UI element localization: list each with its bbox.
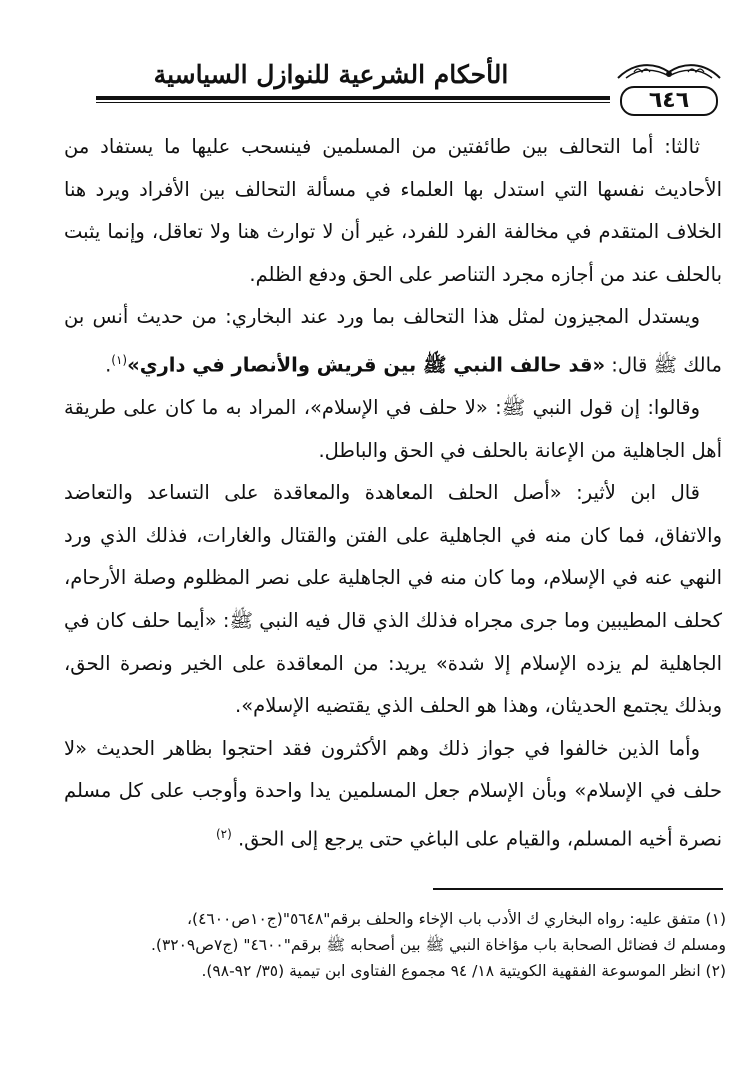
book-title: الأحكام الشرعية للنوازل السياسية xyxy=(153,60,509,89)
footnotes xyxy=(50,906,726,984)
paragraph-1: ثالثا: أما التحالف بين طائفتين من المسلمين فينسحب عليها ما يستفاد من الأحاديث نفسها التي استدل بها العلماء في مسألة التحالف بين الأفراد ويرد هنا الخلاف المتقدم في مخالفة الفرد للفرد، غير أن لا توارث هنا ولا تعاقل، وإنما يثبت بالحلف عند من أجازه مجرد التناصر على الحق ودفع الظلم. xyxy=(64,135,722,286)
paragraph-2 xyxy=(64,296,722,387)
hadith-quote: «قد حالف النبي ﷺ بين قريش والأنصار في داري» xyxy=(127,353,606,377)
footnote-divider xyxy=(433,888,723,890)
footnote-1-line-1: (١) متفق عليه: رواه البخاري ك الأدب باب الإخاء والحلف برقم"٥٦٤٨"(ج١٠ص٤٦٠٠)، xyxy=(187,910,726,928)
paragraph-5 xyxy=(64,728,722,861)
footnote-1-line-2: ومسلم ك فضائل الصحابة باب مؤاخاة النبي ﷺ بين أصحابه ﷺ برقم"٤٦٠٠" (ج٧ص٣٢٠٩). xyxy=(150,936,726,954)
header-divider xyxy=(96,96,610,100)
header-divider-thin xyxy=(96,102,610,103)
paragraph-4: قال ابن لأثير: «أصل الحلف المعاهدة والمعاقدة على التساعد والتعاضد والاتفاق، فما كان منه في الجاهلية على الفتن والقتال والغارات، فذلك الذي ورد النهي عنه في الإسلام، وما كان منه في الجاهلية على نصر المظلوم وصلة الأرحام، كحلف المطيبين وما جرى مجراه فذلك الذي قال فيه النبي ﷺ: «أيما حلف كان في الجاهلية لم يزده الإسلام إلا شدة» يريد: من المعاقدة على الخير ونصرة الحق، وبذلك يجتمع الحديثان، وهذا هو الحلف الذي يقتضيه الإسلام». xyxy=(64,481,722,718)
page-number: ٦٤٦ xyxy=(620,86,718,116)
paragraph-2-intro: ويستدل المجيزون لمثل هذا التحالف بما ورد عند البخاري: من حديث أنس بن مالك ﷺ قال: xyxy=(64,305,722,377)
footnote-2: (٢) انظر الموسوعة الفقهية الكويتية ١٨/ ٩٤ مجموع الفتاوى ابن تيمية (٣٥/ ٩٢-٩٨). xyxy=(201,962,726,980)
footnote-ref-2[interactable]: (٢) xyxy=(215,827,232,841)
paragraph-3: وقالوا: إن قول النبي ﷺ: «لا حلف في الإسلام»، المراد به ما كان على طريقة أهل الجاهلية من الإعانة بالحلف في الحق والباطل. xyxy=(64,396,722,462)
paragraph-2-end: . xyxy=(105,353,112,377)
main-text xyxy=(64,126,722,861)
footnote-ref-1[interactable]: (١) xyxy=(111,352,128,367)
paragraph-5-text: وأما الذين خالفوا في جواز ذلك وهم الأكثرون فقد احتجوا بظاهر الحديث «لا حلف في الإسلام» وبأن الإسلام جعل المسلمين يدا واحدة وأوجب على كل مسلم نصرة أخيه المسلم، والقيام على الباغي حتى يرجع إلى الحق. xyxy=(64,736,722,851)
